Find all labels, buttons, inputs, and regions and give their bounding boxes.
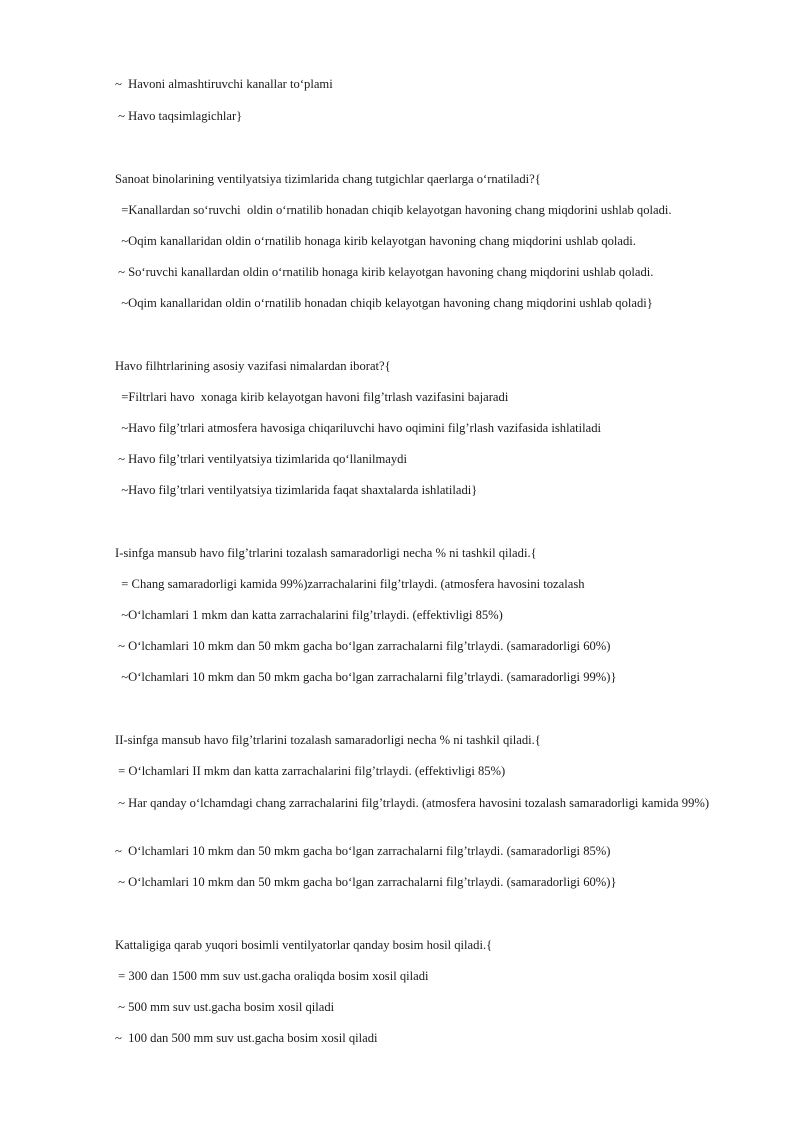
answer-option: ~ Havo filg’trlari ventilyatsiya tizimlarida qo‘llanilmaydi xyxy=(115,452,407,466)
answer-option: ~ 500 mm suv ust.gacha bosim xosil qiladi xyxy=(115,1000,335,1014)
answer-option: ~ O‘lchamlari 10 mkm dan 50 mkm gacha bo‘lgan zarrachalarni filg’trlaydi. (samaradorligi 85%) xyxy=(115,844,611,858)
answer-option: =Filtrlari havo xonaga kirib kelayotgan havoni filg’trlash vazifasini bajaradi xyxy=(115,390,509,404)
answer-option: ~ Havo taqsimlagichlar} xyxy=(115,109,243,123)
answer-option: ~Oqim kanallaridan oldin o‘rnatilib honaga kirib kelayotgan havoning chang miqdorini ushlab qoladi. xyxy=(115,234,636,248)
answer-option: ~ 100 dan 500 mm suv ust.gacha bosim xosil qiladi xyxy=(115,1031,378,1045)
answer-option: ~ Har qanday o‘lchamdagi chang zarrachalarini filg’trlaydi. (atmosfera havosini tozalash samaradorligi kamida 99%) xyxy=(115,796,710,810)
question-text: I-sinfga mansub havo filg’trlarini tozalash samaradorligi necha % ni tashkil qiladi.{ xyxy=(115,546,537,560)
answer-option: = 300 dan 1500 mm suv ust.gacha oraliqda bosim xosil qiladi xyxy=(115,969,429,983)
answer-option: ~O‘lchamlari 10 mkm dan 50 mkm gacha bo‘lgan zarrachalarni filg’trlaydi. (samaradorligi 99%)} xyxy=(115,670,617,684)
question-text: Havo filhtrlarining asosiy vazifasi nimalardan iborat?{ xyxy=(115,359,391,373)
answer-option: ~ So‘ruvchi kanallardan oldin o‘rnatilib honaga kirib kelayotgan havoning chang miqdorini ushlab qoladi. xyxy=(115,265,654,279)
answer-option: = Chang samaradorligi kamida 99%)zarrachalarini filg’trlaydi. (atmosfera havosini tozalash xyxy=(115,577,585,591)
question-text: Sanoat binolarining ventilyatsiya tizimlarida chang tutgichlar qaerlarga o‘rnatiladi?{ xyxy=(115,172,541,186)
answer-option: ~ O‘lchamlari 10 mkm dan 50 mkm gacha bo‘lgan zarrachalarni filg’trlaydi. (samaradorligi 60%)} xyxy=(115,875,617,889)
answer-option: ~ O‘lchamlari 10 mkm dan 50 mkm gacha bo‘lgan zarrachalarni filg’trlaydi. (samaradorligi 60%) xyxy=(115,639,611,653)
answer-option: = O‘lchamlari II mkm dan katta zarrachalarini filg’trlaydi. (effektivligi 85%) xyxy=(115,764,506,778)
answer-option: ~Havo filg’trlari ventilyatsiya tizimlarida faqat shaxtalarda ishlatiladi} xyxy=(115,483,478,497)
answer-option: ~ Havoni almashtiruvchi kanallar to‘plami xyxy=(115,77,333,91)
answer-option: ~O‘lchamlari 1 mkm dan katta zarrachalarini filg’trlaydi. (effektivligi 85%) xyxy=(115,608,503,622)
question-text: Kattaligiga qarab yuqori bosimli ventilyatorlar qanday bosim hosil qiladi.{ xyxy=(115,938,493,952)
answer-option: ~Oqim kanallaridan oldin o‘rnatilib honadan chiqib kelayotgan havoning chang miqdorini ushlab qoladi} xyxy=(115,296,653,310)
answer-option: =Kanallardan so‘ruvchi oldin o‘rnatilib honadan chiqib kelayotgan havoning chang miqdorini ushlab qoladi. xyxy=(115,203,672,217)
answer-option: ~Havo filg’trlari atmosfera havosiga chiqariluvchi havo oqimini filg’rlash vazifasida ishlatiladi xyxy=(115,421,602,435)
question-text: II-sinfga mansub havo filg’trlarini tozalash samaradorligi necha % ni tashkil qiladi.{ xyxy=(115,733,541,747)
